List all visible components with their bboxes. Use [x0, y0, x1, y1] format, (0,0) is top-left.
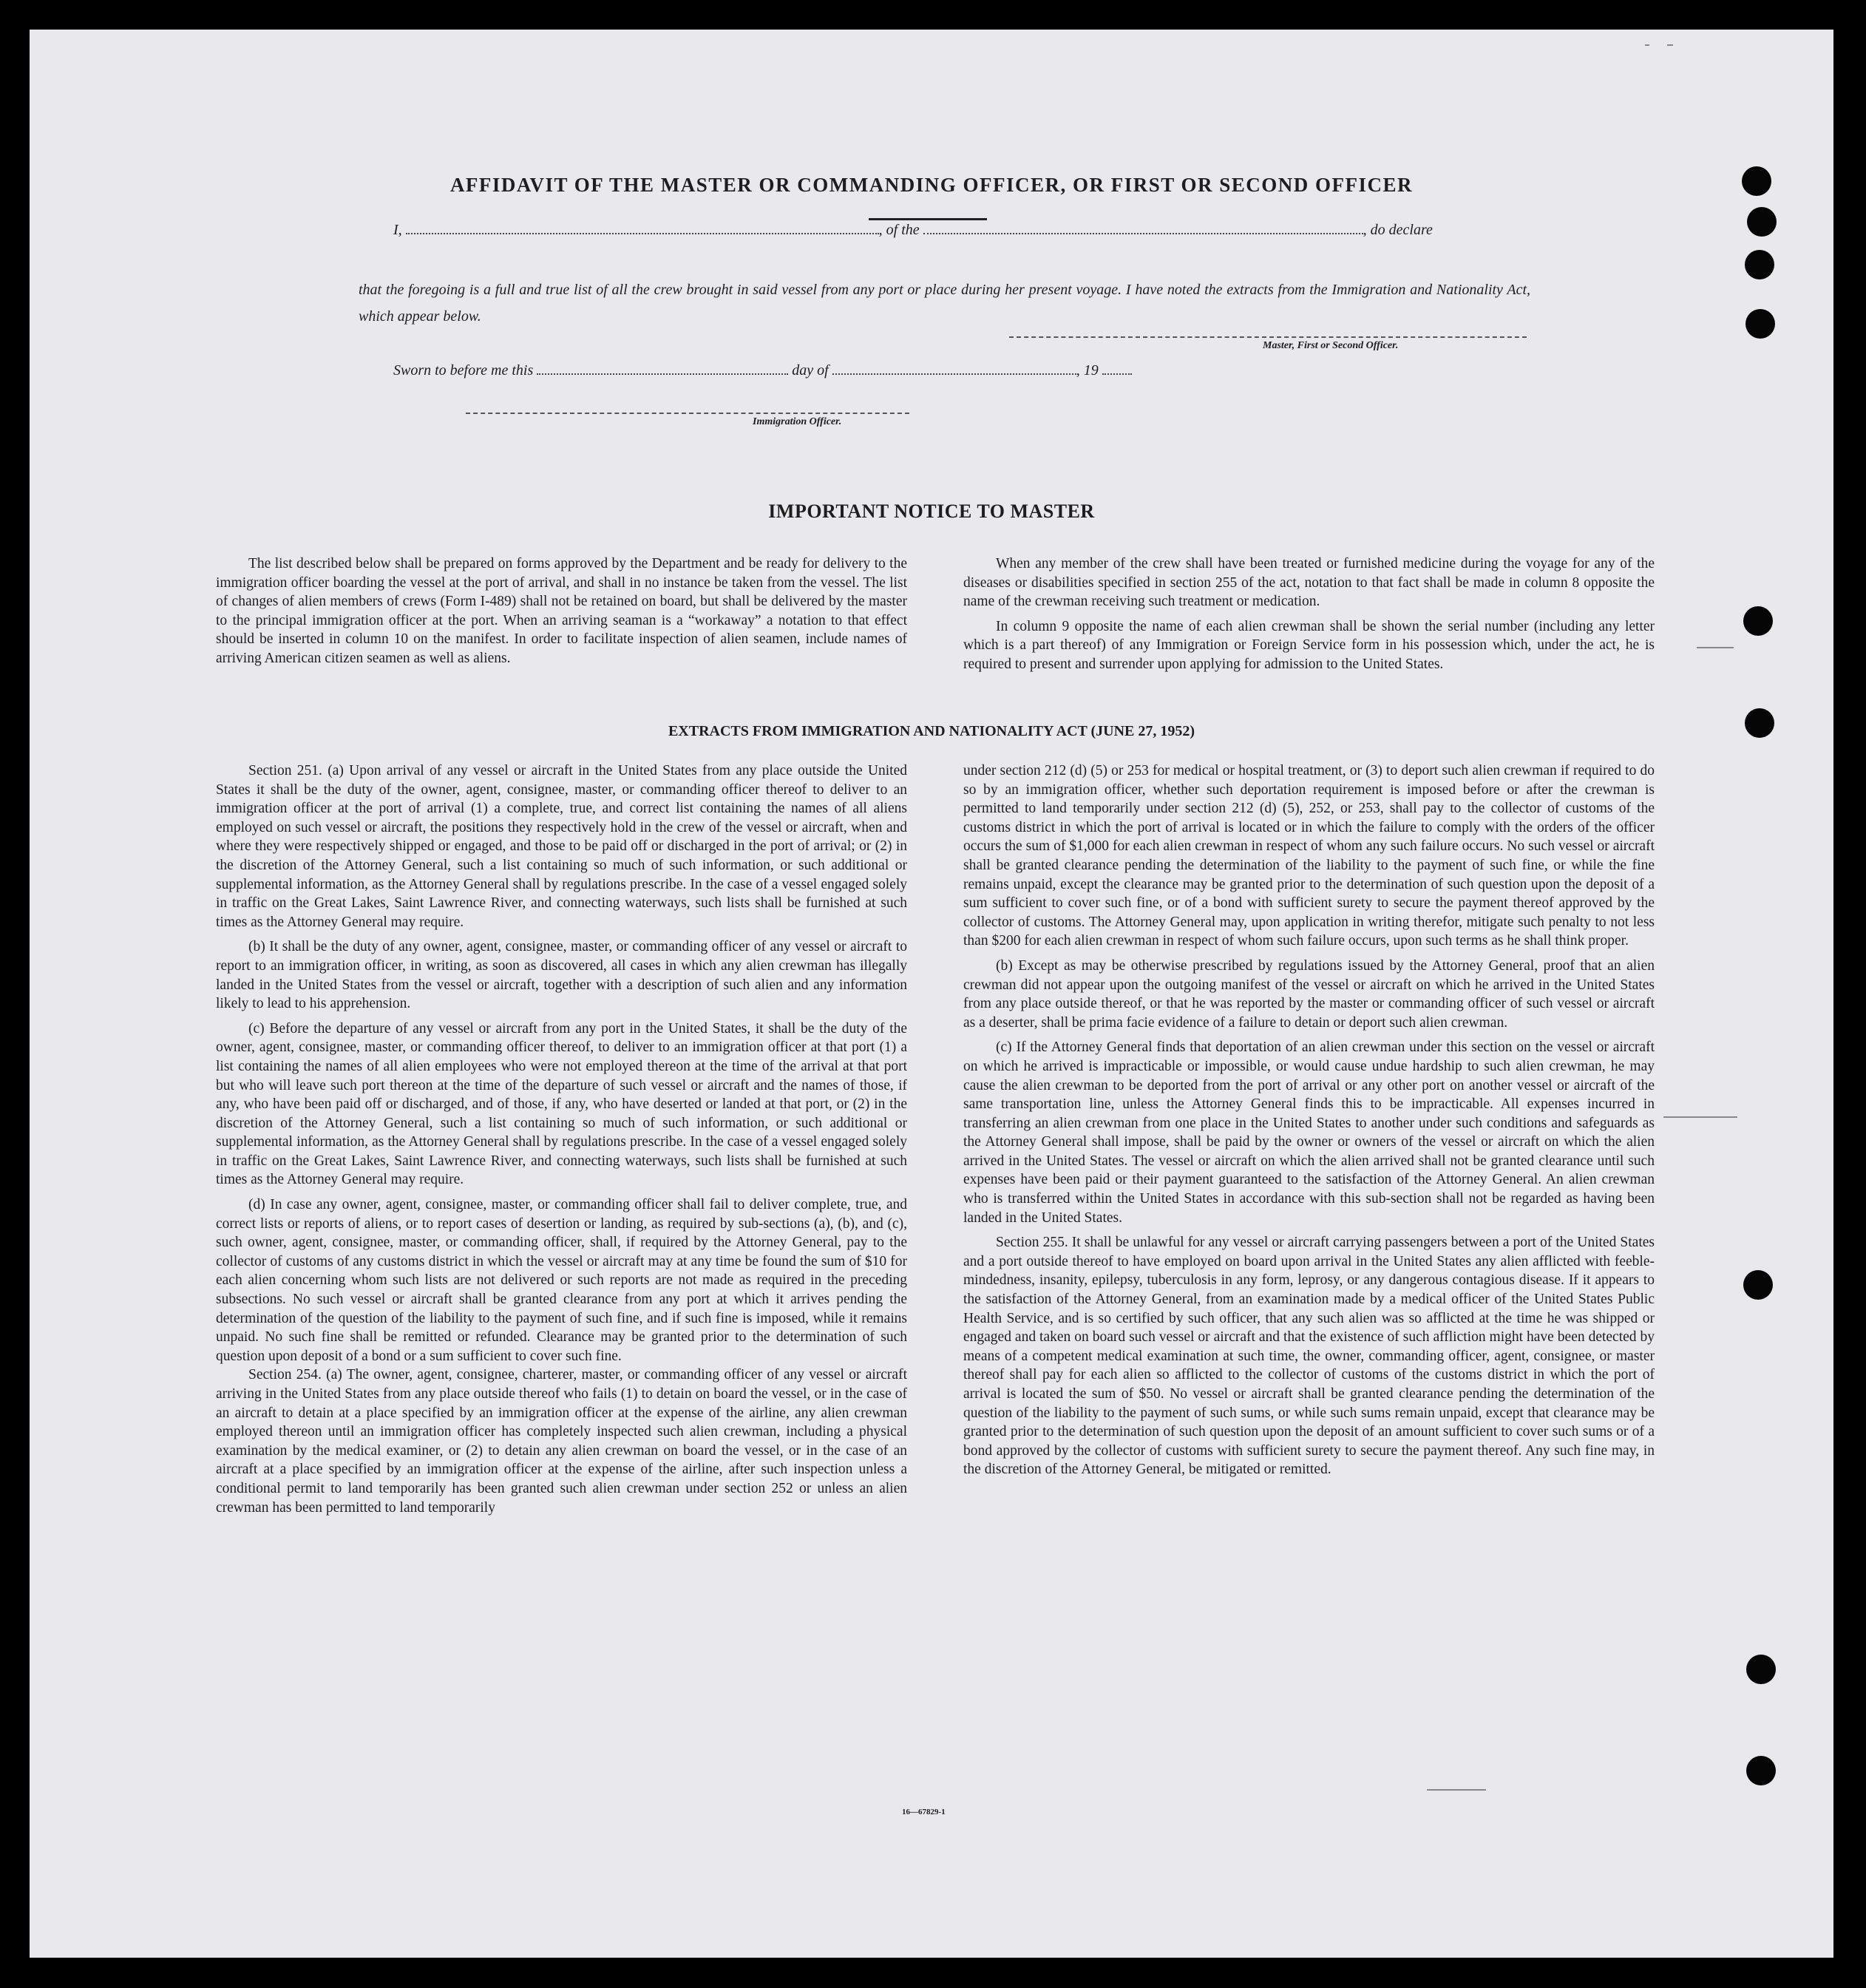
form-page: [30, 30, 1833, 1958]
year-prefix: , 19: [1076, 362, 1099, 379]
notice-left-paragraph: The list described below shall be prepared on forms approved by the Department and be ready for delivery to the immigration officer boarding the vessel at the port of arrival, and shall in no instance be taken from the vessel. The list of changes of alien members of crews (Form I-489) shall not be retained on board, but shall be delivered by the master to the principal immigration officer at the port. When an arriving seaman is a “workaway” a notation to that effect should be inserted in column 10 on the manifest. In order to facilitate inspection of alien seamen, include names of arriving American citizen seamen as well as aliens.: [216, 556, 907, 666]
scan-speck: [1667, 44, 1673, 46]
form-number: 16—67829-1: [902, 1808, 946, 1816]
vessel-name-field[interactable]: [923, 223, 1363, 234]
notice-title: IMPORTANT NOTICE TO MASTER: [768, 501, 1095, 522]
sworn-line: [393, 362, 1132, 379]
do-declare-label: , do declare: [1363, 222, 1433, 238]
section-254b: (b) Except as may be otherwise prescribed by regulations issued by the Attorney General, proof that an alien crewman did not appear upon the outgoing manifest of the vessel or aircraft on which he arrived in the United States from any place outside thereof, or that he was reported by the master or commanding officer of such vessel or aircraft as a deserter, shall be prima facie evidence of a failure to detain or deport such alien crewman.: [963, 957, 1655, 1031]
scan-speck: [1427, 1789, 1486, 1791]
extracts-right-column: [963, 761, 1655, 1479]
section-254a: Section 254. (a) The owner, agent, consignee, charterer, master, or commanding officer of any vessel or aircraft arriving in the United States from any place outside thereof who fails (1) to detain on board the vessel, or in the case of an aircraft to detain at a place specified by an immigration officer at the expense of the airline, any alien crewman employed thereon until an immigration officer has completely inspected such alien crewman, including a physical examination by the medical examiner, or (2) to detain any alien crewman on board the vessel, or in the case of an aircraft at a place specified by an immigration officer at the expense of the airline, after such inspection unless a conditional permit to land temporarily has been granted such alien crewman under section 252 or unless an alien crewman has been permitted to land temporarily: [216, 1367, 907, 1516]
punch-hole: [1747, 207, 1777, 237]
master-signature-line[interactable]: [1009, 336, 1527, 338]
section-251d: (d) In case any owner, agent, consignee, master, or commanding officer shall fail to deliver complete, true, and correct lists or reports of aliens, or to report cases of desertion or landing, as required by sub-sections (a), (b), and (c), such owner, agent, consignee, master, or commanding officer, shall, if required by the Attorney General, pay to the collector of customs of any customs district in which the vessel or aircraft may at any time be found the sum of $10 for each alien concerning whom such lists are not delivered or such reports are not made as required in the preceding subsections. No such vessel or aircraft shall be granted clearance from any port at which it arrives pending the determination of the question of the liability to the payment of such fine, and if such fine is imposed, while it remains unpaid. No such fine shall be remitted or refunded. Clearance may be granted prior to the determination of such question upon deposit of a bond or a sum sufficient to cover such fine.: [216, 1197, 907, 1364]
declarant-prefix: I,: [393, 222, 402, 238]
punch-hole: [1746, 1655, 1776, 1684]
punch-hole: [1745, 250, 1774, 279]
of-the-label: , of the: [878, 222, 920, 238]
punch-hole: [1743, 606, 1773, 636]
notice-left-column: [216, 554, 907, 668]
extracts-left-column: [216, 761, 907, 1517]
master-signature-label: Master, First or Second Officer.: [1263, 340, 1399, 351]
officer-signature-label: Immigration Officer.: [753, 416, 842, 427]
notice-right-column: [963, 554, 1655, 674]
punch-hole: [1746, 1756, 1776, 1785]
notice-right-paragraph: When any member of the crew shall have been treated or furnished medicine during the voyage for any of the diseases or disabilities specified in section 255 of the act, notation to that fact shall be made in column 8 opposite the name of the crewman receiving such treatment or medication.: [963, 556, 1655, 610]
punch-hole: [1743, 1270, 1773, 1300]
sworn-prefix: Sworn to before me this: [393, 362, 534, 379]
scan-speck: [1697, 647, 1734, 648]
officer-signature-line[interactable]: [466, 413, 909, 414]
sworn-year-field[interactable]: [1102, 363, 1132, 375]
section-254c: (c) If the Attorney General finds that deportation of an alien crewman under this section on the vessel or aircraft on which he arrived is impracticable or impossible, or would cause undue hardship to such alien crewman, he may cause the alien crewman to be deported from the port of arrival or any other port on another vessel or aircraft of the same transportation line, unless the Attorney General finds this to be impracticable. All expenses incurred in transferring an alien crewman from one place in the United States to another under such conditions and safeguards as the Attorney General shall impose, shall be paid by the owner or owners of the vessel or aircraft on which the alien arrived in the United States. The vessel or aircraft on which the alien arrived shall not be granted clearance until such expenses have been paid or their payment guaranteed to the satisfaction of the Attorney General. An alien crewman who is transferred within the United States in accordance with this sub-section shall not be regarded as having been landed in the United States.: [963, 1039, 1655, 1226]
day-of-label: day of: [792, 362, 829, 379]
declaration-line-1: [393, 222, 1433, 239]
section-254a-continued: under section 212 (d) (5) or 253 for medical or hospital treatment, or (3) to deport such alien crewman if required to do so by an immigration officer, whether such deportation requirement is imposed before or after the crewman is permitted to land temporarily under section 212 (d) (5), 252, or 253, shall pay to the collector of customs of the customs district in which the port of arrival is located or in which the failure to comply with the orders of the officer occurs the sum of $1,000 for each alien crewman in respect of whom any such failure occurs. No such vessel or aircraft shall be granted clearance pending the determination of the liability to the payment of such fine, or while the fine remains unpaid, except the clearance may be granted prior to the determination of such question upon the deposit of a sum sufficient to cover such fine, or of a bond with sufficient surety to secure the payment thereof approved by the collector of customs. The Attorney General may, upon application in writing therefor, mitigate such penalty to not less than $200 for each alien crewman in respect of whom such failure occurs, upon such terms as he shall think proper.: [963, 763, 1655, 949]
sworn-day-field[interactable]: [537, 363, 788, 375]
section-255: Section 255. It shall be unlawful for any vessel or aircraft carrying passengers between a port of the United States and a port outside thereof to have employed on board upon arrival in the United States any alien afflicted with feeble-mindedness, insanity, epilepsy, tuberculosis in any form, leprosy, or any dangerous contagious disease. If it appears to the satisfaction of the Attorney General, from an examination made by a medical officer of the United States Public Health Service, and is so certified by such officer, that any such alien was so afflicted at the time he was shipped or engaged and taken on board such vessel or aircraft and that the existence of such affliction might have been detected by means of a competent medical examination at such time, the owner, commanding officer, agent, consignee, or master thereof shall pay for each alien so afflicted to the collector of customs of the customs district in which the port of arrival is located the sum of $50. No vessel or aircraft shall be granted clearance pending the determination of the question of the liability to the payment of such sums, or while such sums remain unpaid, except that clearance may be granted prior to the determination of such question upon the deposit of an amount sufficient to cover such sums or of a bond approved by the collector of customs with sufficient surety to secure the payment thereof. Any such fine may, in the discretion of the Attorney General, be mitigated or remitted.: [963, 1235, 1655, 1478]
sworn-month-field[interactable]: [832, 363, 1076, 375]
declaration-text: that the foregoing is a full and true list of all the crew brought in said vessel from any port or place during her present voyage. I have noted the extracts from the Immigration and Nationality Act, which appear below.: [359, 282, 1530, 325]
scan-speck: [1663, 1116, 1737, 1118]
title-rule: [869, 218, 987, 220]
section-251a: Section 251. (a) Upon arrival of any vessel or aircraft in the United States from any place outside the United States it shall be the duty of the owner, agent, consignee, master, or commanding officer thereof to deliver to an immigration officer at the port of arrival (1) a complete, true, and correct list containing the names of all aliens employed on such vessel or aircraft, the positions they respectively hold in the crew of the vessel or aircraft, when and where they were respectively shipped or engaged, and those to be paid off or discharged in the port of arrival; or (2) in the discretion of the Attorney General, such a list containing so much of such information, or such additional or supplemental information, as the Attorney General shall by regulations prescribe. In the case of a vessel engaged solely in traffic on the Great Lakes, Saint Lawrence River, and connecting waterways, such lists shall be furnished at such times as the Attorney General may require.: [216, 763, 907, 930]
section-251b: (b) It shall be the duty of any owner, agent, consignee, master, or commanding officer of any vessel or aircraft to report to an immigration officer, in writing, as soon as discovered, all cases in which any alien crewman has illegally landed in the United States from the vessel or aircraft, together with a description of such alien and any information likely to lead to his apprehension.: [216, 939, 907, 1012]
affidavit-title: AFFIDAVIT OF THE MASTER OR COMMANDING OFFICER, OR FIRST OR SECOND OFFICER: [449, 174, 1414, 196]
section-251c: (c) Before the departure of any vessel or aircraft from any port in the United States, it shall be the duty of the owner, agent, consignee, master, or commanding officer thereof, to deliver to an immigration officer at that port (1) a list containing the names of all alien employees who were not employed thereon at the time of the arrival at that port but who will leave such port thereon at the time of the departure of such vessel or aircraft and the names of those, if any, who have been paid off or discharged, and of those, if any, who have deserted or landed at that port, or (2) in the discretion of the Attorney General, such a list containing so much of such information, or such additional or supplemental information, as the Attorney General shall by regulations prescribe. In the case of a vessel engaged solely in traffic on the Great Lakes, Saint Lawrence River, and connecting waterways, such lists shall be furnished at such times as the Attorney General may require.: [216, 1020, 907, 1188]
punch-hole: [1745, 309, 1775, 339]
notice-right-paragraph: In column 9 opposite the name of each alien crewman shall be shown the serial number (including any letter which is a part thereof) of any Immigration or Foreign Service form in his possession which, under the act, he is required to present and surrender upon applying for admission to the United States.: [963, 618, 1655, 672]
declarant-name-field[interactable]: [406, 223, 879, 234]
scan-speck: [1645, 44, 1649, 46]
extracts-title: EXTRACTS FROM IMMIGRATION AND NATIONALITY ACT (JUNE 27, 1952): [668, 723, 1195, 739]
